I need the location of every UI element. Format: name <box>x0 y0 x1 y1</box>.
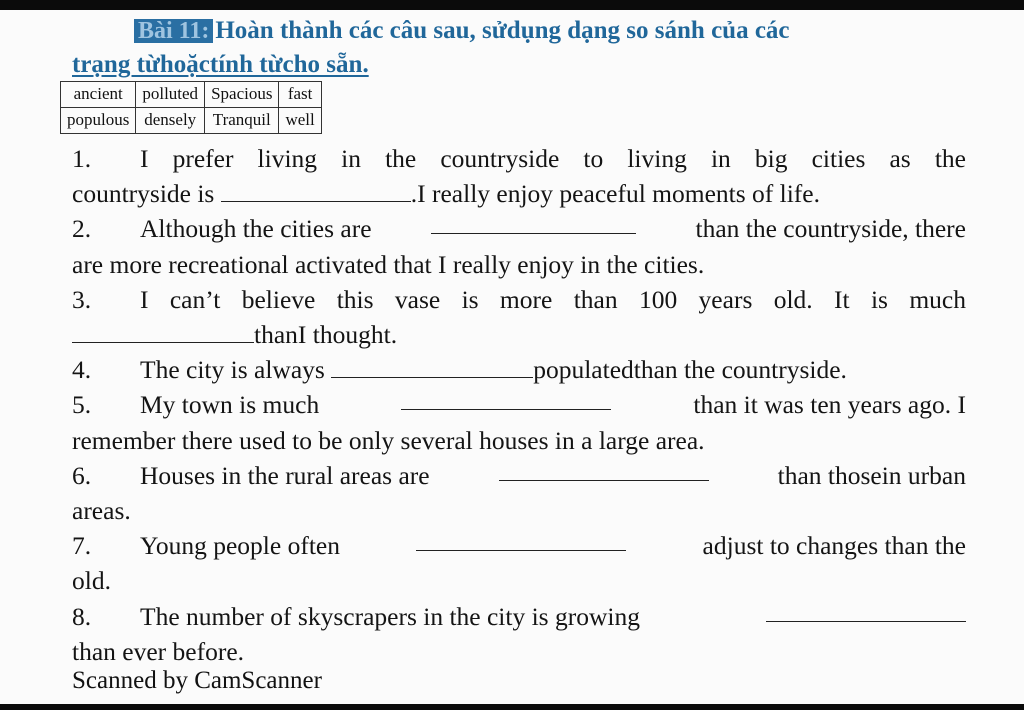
word-bank-cell: Spacious <box>205 82 279 108</box>
exercise-sentences <box>72 141 966 669</box>
sentence-3-line-1: 3. I can’t believe this vase is more than 100 years old. It is much <box>72 284 966 314</box>
sentence-6-line-2: areas. <box>72 496 131 526</box>
sentence-1-line-2: countryside is .I really enjoy peaceful moments of life. <box>72 179 820 209</box>
word-bank-cell: well <box>279 108 321 134</box>
sentence-8-line-2: than ever before. <box>72 636 245 666</box>
scanner-watermark: Scanned by CamScanner <box>72 667 322 694</box>
sentence-3-line-2: thanI thought. <box>72 317 966 352</box>
sentence-7-line-2: old. <box>72 566 111 596</box>
sentence-8-line-1: 8. The number of skyscrapers in the city is growing <box>72 599 966 634</box>
sentence-5-line-1: 5. My town is much than it was ten years ago. I <box>72 387 966 422</box>
sentence-2-line-1: 2. Although the cities are than the countryside, there <box>72 211 966 246</box>
sentence-4-line-1: 4. The city is always populatedthan the countryside. <box>72 355 847 385</box>
exercise-instruction: Hoàn thành các câu sau, sửdụng dạng so sánh của các <box>215 17 790 44</box>
heading-line-2: trạng từhoặctính từcho sẵn. <box>72 51 369 78</box>
word-bank-cell: Tranquil <box>205 108 279 134</box>
answer-blank-6[interactable] <box>499 458 709 481</box>
heading-line-1 <box>72 14 972 48</box>
worksheet-page <box>0 10 1024 704</box>
word-bank-row <box>61 108 322 134</box>
exercise-heading <box>72 14 972 82</box>
sentence-6-line-1: 6. Houses in the rural areas are than thosein urban <box>72 458 966 493</box>
word-bank-cell: ancient <box>61 82 136 108</box>
word-bank-cell: polluted <box>136 82 205 108</box>
answer-blank-1[interactable] <box>221 179 411 202</box>
sentence-5-line-2: remember there used to be only several houses in a large area. <box>72 425 705 455</box>
answer-blank-3[interactable] <box>72 320 254 343</box>
sentence-7-line-1: 7. Young people often adjust to changes than the <box>72 528 966 563</box>
word-bank-row <box>61 82 322 108</box>
answer-blank-2[interactable] <box>431 211 636 234</box>
word-bank-cell: populous <box>61 108 136 134</box>
answer-blank-5[interactable] <box>401 387 611 410</box>
answer-blank-8[interactable] <box>766 599 966 622</box>
sentence-1-line-1: 1. I prefer living in the countryside to living in big cities as the <box>72 144 966 173</box>
word-bank-table <box>60 81 322 134</box>
exercise-number-badge: Bài 11: <box>134 19 213 43</box>
sentence-2-line-2: are more recreational activated that I really enjoy in the cities. <box>72 249 705 279</box>
answer-blank-4[interactable] <box>331 355 533 378</box>
word-bank-cell: densely <box>136 108 205 134</box>
word-bank-cell: fast <box>279 82 321 108</box>
answer-blank-7[interactable] <box>416 528 626 551</box>
